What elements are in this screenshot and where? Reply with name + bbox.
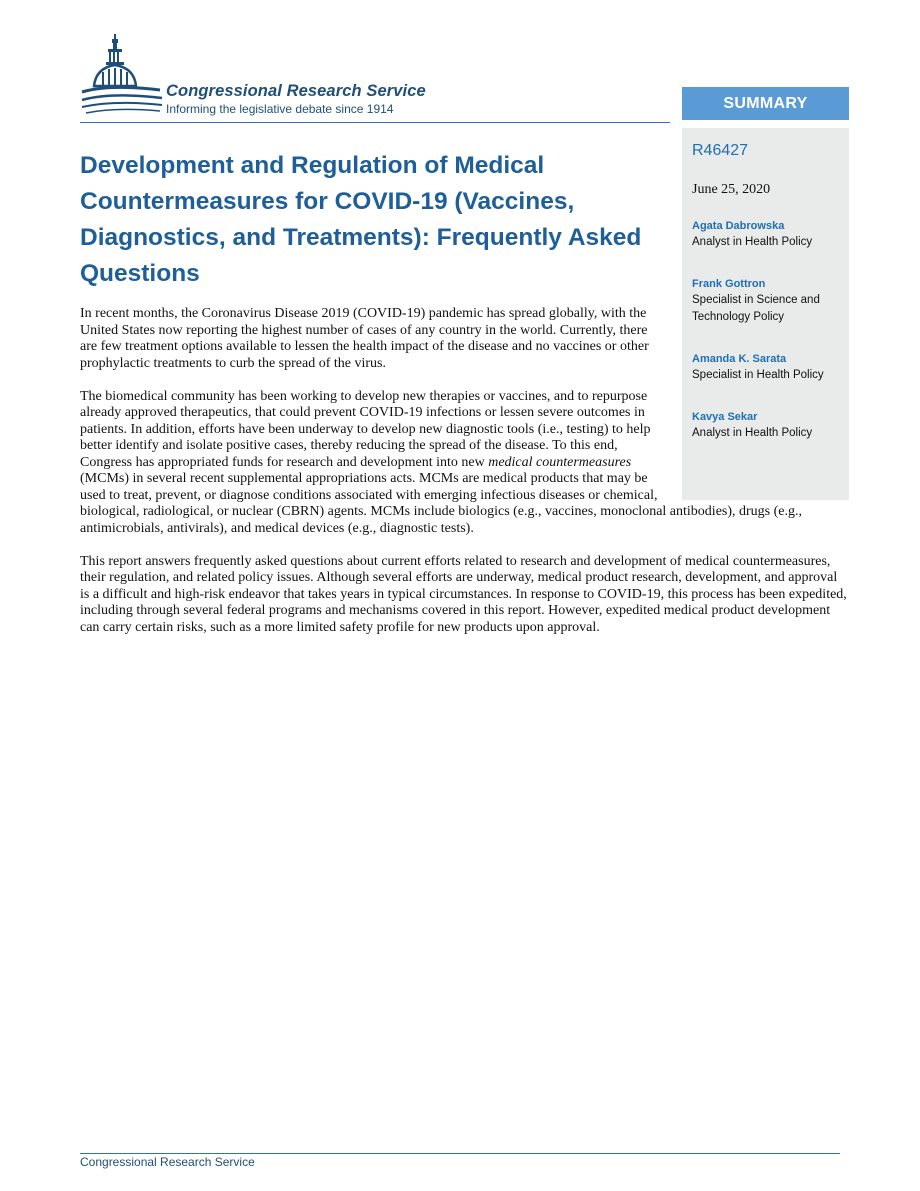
- body-paragraph: This report answers frequently asked questions about current efforts related to research and development of medical countermeasures, their regulation, and related policy issues. Although several efforts are underway, medical product research, development, and approval is a difficult and high-risk endeavor that takes years in typical circumstances. In response to COVID-19, this process has been expedited, including through several federal programs and mechanisms covered in this report. However, expedited medical product development can carry certain risks, such as a more limited safety profile for new products upon approval.: [80, 553, 847, 635]
- author-title: Specialist in Science and Technology Policy: [692, 294, 820, 323]
- author-name: Agata Dabrowska: [692, 220, 785, 232]
- summary-body: [80, 306, 850, 653]
- body-text-segment: The biomedical community has been working to develop new therapies or vaccines, and to repurpose already approved therapeutics, that could prevent COVID-19 infections or lessen severe outcomes in patients. In addition, efforts have been underway to develop new diagnostic tools (i.e., testing) to help better identify and isolate positive cases, thereby reducing the spread of the disease. To this end, Congress has appropriated funds for research and development into new: [80, 388, 651, 470]
- report-title: Development and Regulation of Medical Countermeasures for COVID-19 (Vaccines, Diagnostics, and Treatments): Frequently Asked Questions: [80, 152, 642, 287]
- organization-tagline: Informing the legislative debate since 1914: [166, 102, 394, 116]
- author-title: Specialist in Health Policy: [692, 369, 824, 381]
- body-emphasis: medical countermeasures: [488, 454, 632, 470]
- body-paragraph: In recent months, the Coronavirus Disease 2019 (COVID-19) pandemic has spread globally, with the United States now reporting the highest number of cases of any country in the world. Currently, there are few treatment options available to lessen the health impact of the disease and no vaccines or other prophylactic treatments to curb the spread of the virus.: [80, 306, 649, 371]
- header-divider: [80, 122, 670, 123]
- author-title: Analyst in Health Policy: [692, 236, 813, 248]
- report-date: June 25, 2020: [692, 182, 771, 197]
- author-title: Analyst in Health Policy: [692, 427, 813, 439]
- footer-text: Congressional Research Service: [80, 1155, 255, 1169]
- author-name: Amanda K. Sarata: [692, 353, 787, 365]
- footer-divider: [80, 1153, 840, 1154]
- sidebar-spacer: [668, 306, 850, 502]
- summary-banner: SUMMARY: [682, 87, 849, 120]
- body-text-segment: (MCMs) in several recent supplemental appropriations acts. MCMs are medical products that may be used to treat, prevent, or diagnose conditions associated with emerging infectious diseases or chemical, biological, radiological, or nuclear (CBRN) agents. MCMs include biologics (e.g., vaccines, monoclonal antibodies), drugs (e.g., antimicrobials, antivirals), and medical devices (e.g., diagnostic tests).: [80, 471, 802, 536]
- author-name: Kavya Sekar: [692, 411, 758, 423]
- author-name: Frank Gottron: [692, 278, 766, 290]
- author-entry: [692, 218, 847, 251]
- crs-logo: [80, 34, 480, 120]
- organization-name: Congressional Research Service: [166, 82, 426, 100]
- report-number: R46427: [692, 142, 749, 159]
- capitol-dome-icon: [80, 34, 164, 120]
